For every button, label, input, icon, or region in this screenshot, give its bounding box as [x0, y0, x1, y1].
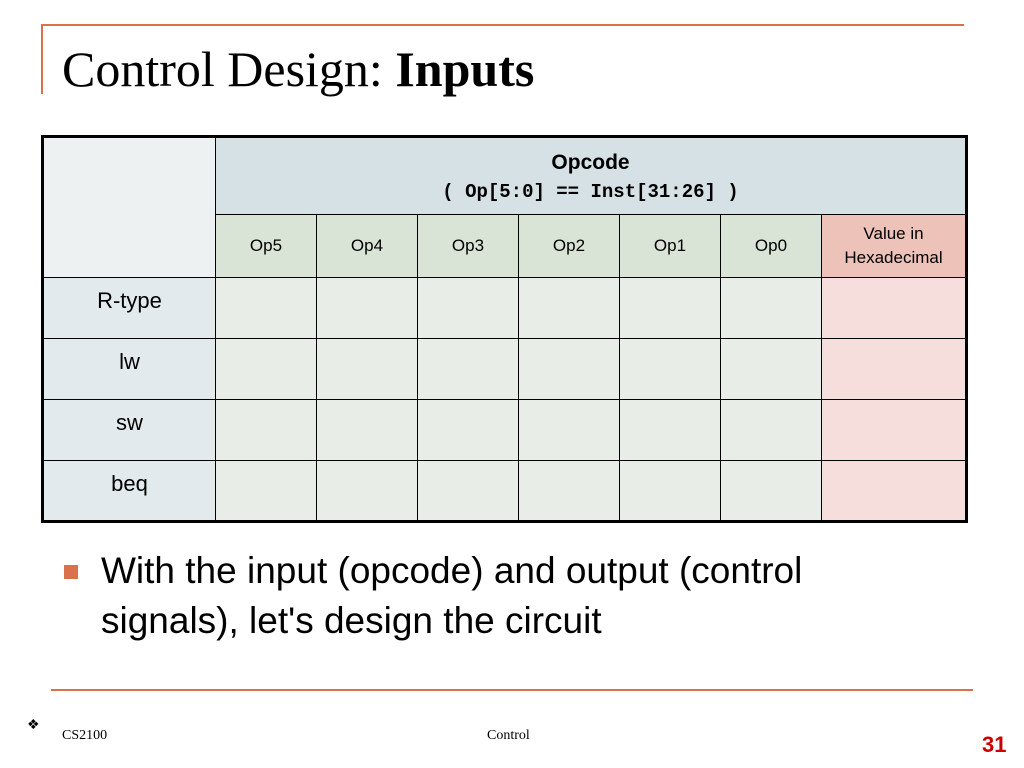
diamond-bullet-icon: ❖	[27, 716, 40, 732]
title-frame-left-line	[41, 24, 43, 94]
table-cell	[317, 461, 418, 522]
table-cell	[721, 278, 822, 339]
slide-title-regular: Control Design:	[62, 41, 396, 97]
table-cell	[216, 400, 317, 461]
bullet-square-icon	[64, 565, 78, 579]
table-corner-cell	[43, 137, 216, 278]
column-header-op5: Op5	[216, 215, 317, 278]
footer-topic: Control	[487, 728, 530, 743]
table-row	[43, 461, 967, 522]
column-header-hex-line2: Hexadecimal	[844, 248, 943, 267]
page-number: 31	[982, 732, 1007, 757]
table-cell	[317, 400, 418, 461]
hex-value-cell	[822, 400, 967, 461]
table-cell	[418, 339, 519, 400]
column-header-op0: Op0	[721, 215, 822, 278]
hex-value-cell	[822, 278, 967, 339]
row-label-lw: lw	[43, 339, 216, 400]
table-cell	[418, 461, 519, 522]
table-cell	[216, 339, 317, 400]
table-cell	[519, 400, 620, 461]
column-header-op2: Op2	[519, 215, 620, 278]
row-label-beq: beq	[43, 461, 216, 522]
table-cell	[418, 278, 519, 339]
column-header-hex-line1: Value in	[863, 224, 924, 243]
column-header-hex-value	[822, 215, 967, 278]
row-label-r-type: R-type	[43, 278, 216, 339]
table-cell	[216, 278, 317, 339]
opcode-header-title: Opcode	[551, 151, 630, 174]
table-cell	[216, 461, 317, 522]
column-header-op3: Op3	[418, 215, 519, 278]
opcode-header-expression: ( Op[5:0] == Inst[31:26] )	[442, 181, 739, 203]
bullet-text: With the input (opcode) and output (control signals), let's design the circuit	[101, 550, 803, 641]
column-header-op4: Op4	[317, 215, 418, 278]
table-cell	[519, 278, 620, 339]
table-cell	[721, 461, 822, 522]
table-cell	[519, 461, 620, 522]
table-cell	[620, 400, 721, 461]
table-row	[43, 400, 967, 461]
column-header-op1: Op1	[620, 215, 721, 278]
table-cell	[317, 339, 418, 400]
table-cell	[418, 400, 519, 461]
table-cell	[620, 339, 721, 400]
opcode-header-cell	[216, 137, 967, 215]
table-cell	[620, 278, 721, 339]
table-cell	[519, 339, 620, 400]
table-cell	[620, 461, 721, 522]
footer-course: CS2100	[62, 728, 108, 743]
table-row	[43, 339, 967, 400]
table-cell	[721, 400, 822, 461]
hex-value-cell	[822, 461, 967, 522]
table-cell	[721, 339, 822, 400]
row-label-sw: sw	[43, 400, 216, 461]
opcode-table	[41, 135, 968, 523]
slide-title	[62, 42, 534, 97]
title-frame-top-line	[41, 24, 964, 26]
table-cell	[317, 278, 418, 339]
hex-value-cell	[822, 339, 967, 400]
footer-divider	[51, 689, 973, 691]
table-row	[43, 278, 967, 339]
slide-title-bold: Inputs	[395, 41, 535, 97]
